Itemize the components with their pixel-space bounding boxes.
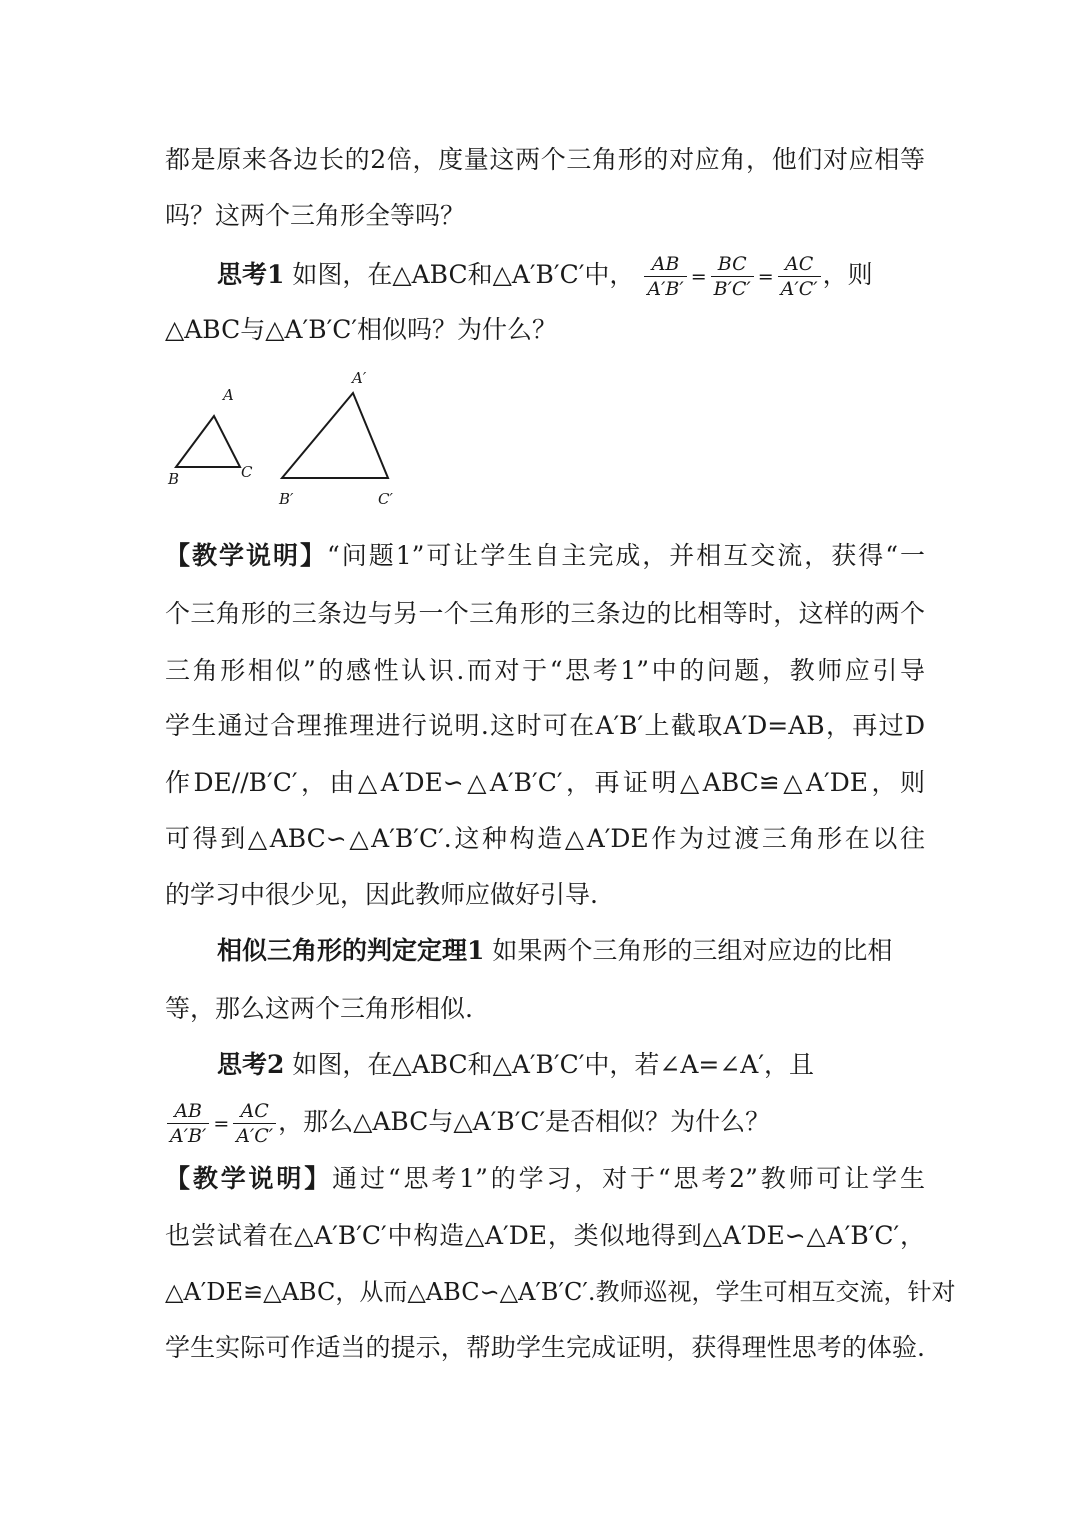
- theorem-label: 相似三角形的判定定理1: [217, 936, 485, 965]
- equals-sign: =: [213, 1112, 230, 1135]
- paragraph-line: 的学习中很少见，因此教师应做好引导.: [165, 880, 598, 909]
- teaching-note-label: 【教学说明】: [165, 1164, 333, 1193]
- paragraph-line: 都是原来各边长的2倍，度量这两个三角形的对应角，他们对应相等: [165, 145, 925, 174]
- fraction-ab: $\frac{AB}{A'B'}$: [644, 252, 686, 301]
- theorem-line: [217, 933, 917, 969]
- label-a: A: [223, 386, 234, 404]
- teaching-note-label: 【教学说明】: [165, 541, 327, 570]
- teaching-note-2-line: [165, 1161, 925, 1197]
- teaching-note-text: “问题1”可让学生自主完成，并相互交流，获得“一: [326, 541, 925, 570]
- think-2-label: 思考2: [217, 1050, 285, 1079]
- paragraph-line: 学生实际可作适当的提示，帮助学生完成证明，获得理性思考的体验.: [165, 1333, 925, 1362]
- theorem-text: 如果两个三角形的三组对应边的比相: [492, 936, 893, 965]
- think-2-text: 如图，在△ABC和△A′B′C′中，若∠A=∠A′，且: [292, 1050, 815, 1079]
- paragraph-line: 可得到△ABC∽△A′B′C′.这种构造△A′DE作为过渡三角形在以往: [165, 824, 925, 853]
- paragraph-line: △A′DE≌△ABC，从而△ABC∽△A′B′C′.教师巡视，学生可相互交流，针对: [165, 1278, 956, 1306]
- think-1-tail: ，则: [822, 260, 873, 289]
- label-c-prime: C′: [378, 490, 393, 508]
- paragraph-line: 吗？这两个三角形全等吗？: [165, 201, 466, 230]
- fraction-ac: $\frac{AC}{A'C'}$: [778, 252, 821, 301]
- paragraph-line: 等，那么这两个三角形相似.: [165, 994, 473, 1023]
- think-1-label: 思考1: [217, 260, 285, 289]
- label-b-prime: B′: [279, 490, 294, 508]
- label-a-prime: A′: [352, 369, 367, 387]
- equals-sign: =: [690, 265, 707, 288]
- think-2-fraction-line: [165, 1097, 925, 1149]
- triangle-abc: [176, 416, 240, 467]
- paragraph-line: △ABC与△A′B′C′相似吗？为什么？: [165, 315, 558, 344]
- paragraph-line: 学生通过合理推理进行说明.这时可在A′B′上截取A′D=AB，再过D: [165, 711, 925, 740]
- fraction-ab: $\frac{AB}{A'B'}$: [167, 1099, 209, 1148]
- teaching-note-text: 通过“思考1”的学习，对于“思考2”教师可让学生: [332, 1164, 925, 1193]
- paragraph-line: 也尝试着在△A′B′C′中构造△A′DE，类似地得到△A′DE∽△A′B′C′，: [165, 1221, 925, 1250]
- paragraph-line: 作DE//B′C′，由△A′DE∽△A′B′C′，再证明△ABC≌△A′DE，则: [165, 768, 925, 797]
- paragraph-line: 个三角形的三条边与另一个三角形的三条边的比相等时，这样的两个: [165, 599, 925, 628]
- think-2-tail: ，那么△ABC与△A′B′C′是否相似？为什么？: [278, 1107, 771, 1136]
- equals-sign: =: [757, 265, 774, 288]
- think-2-line: [217, 1047, 917, 1083]
- think-1-line: [217, 252, 917, 301]
- fraction-ac: $\frac{AC}{A'C'}$: [233, 1099, 276, 1148]
- triangle-a-prime-b-prime-c-prime: [282, 393, 388, 478]
- triangle-figure: [162, 368, 402, 518]
- fraction-bc: $\frac{BC}{B'C'}$: [711, 252, 754, 301]
- paragraph-line: 三角形相似”的感性认识.而对于“思考1”中的问题，教师应引导: [165, 656, 925, 685]
- label-b: B: [168, 470, 180, 488]
- teaching-note-1-line: [165, 538, 925, 574]
- label-c: C: [241, 463, 253, 481]
- think-1-text: 如图，在△ABC和△A′B′C′中，: [292, 260, 635, 289]
